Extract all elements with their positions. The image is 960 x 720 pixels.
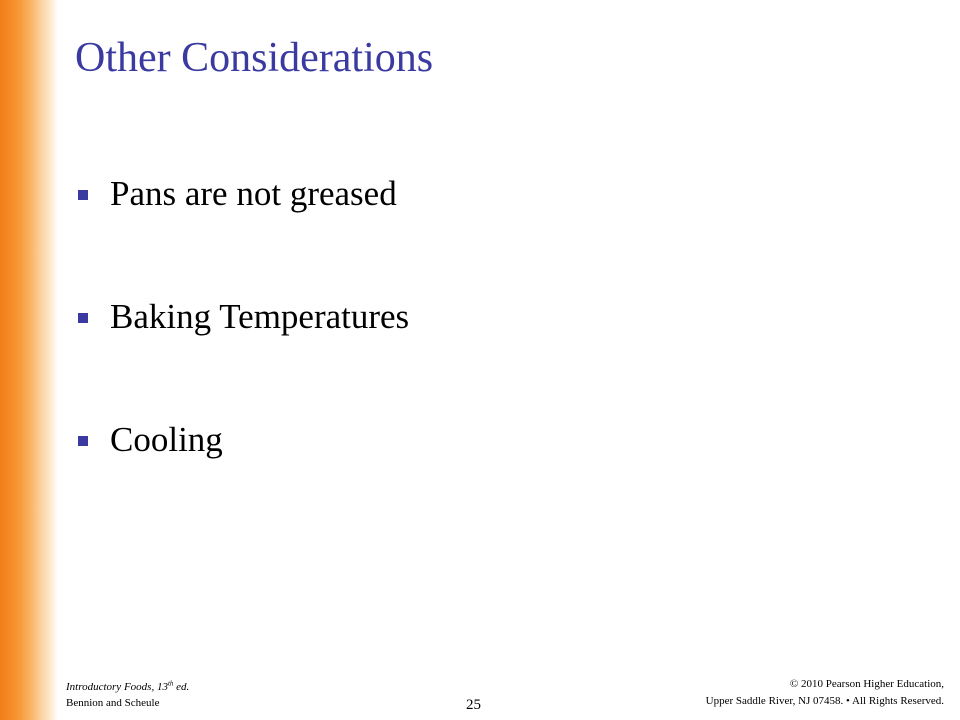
square-bullet-icon	[78, 313, 88, 323]
orange-side-bar	[0, 0, 58, 720]
square-bullet-icon	[78, 436, 88, 446]
copyright-line-2: Upper Saddle River, NJ 07458. • All Rights Reserved.	[705, 695, 944, 707]
copyright-line-1: © 2010 Pearson Higher Education,	[789, 678, 944, 690]
authors: Bennion and Scheule	[66, 697, 160, 709]
book-title-line	[66, 679, 189, 695]
edition-suffix: ed.	[173, 681, 190, 693]
book-title: Introductory Foods, 13	[66, 681, 168, 693]
page-number: 25	[466, 697, 481, 713]
edition-superscript: th	[167, 679, 174, 688]
slide-title: Other Considerations	[75, 35, 434, 81]
copyright-notice	[706, 676, 944, 710]
bullet-text: Baking Temperatures	[110, 297, 410, 336]
bullet-text: Cooling	[110, 420, 223, 459]
footer-citation	[66, 679, 189, 711]
bullet-text: Pans are not greased	[110, 174, 397, 213]
square-bullet-icon	[78, 190, 88, 200]
